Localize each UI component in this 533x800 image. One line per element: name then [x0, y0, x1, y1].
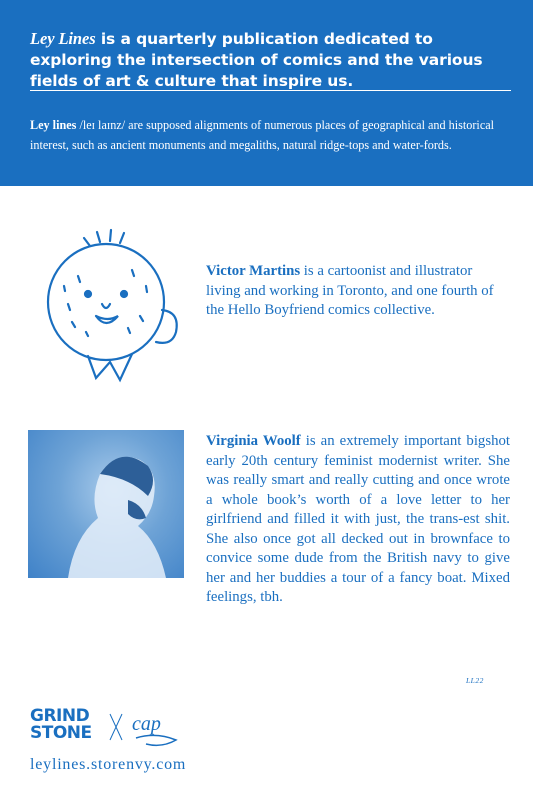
definition-text [30, 115, 511, 155]
divider [30, 90, 511, 91]
bio-victor-martins [206, 262, 510, 321]
intro-text [30, 28, 511, 92]
definition-term: Ley lines [30, 118, 77, 132]
virginia-woolf-photo [28, 430, 184, 578]
bio-name: Virginia Woolf [206, 433, 301, 449]
definition-body: /leɪ laɪnz/ are supposed alignments of numerous places of geographical and historical interest, such as ancient monuments and megaliths, natural ridge-tops and water-fords. [30, 118, 495, 152]
intro-description: is a quarterly publication dedicated to exploring the intersection of comics and the various fields of art & culture that inspire us. [30, 30, 483, 90]
cap-logo [128, 708, 188, 748]
bio-text: is an extremely important bigshot early 20th century feminist modernist writer. She was really smart and really cutting and once wrote a whole book’s worth of a love letter to her girlfriend and filled it with just, the trans-est shit. She also once got all decked out in brownface to convice some dude from the British navy to give her and her buddies a tour of a fancy boat. Mixed feelings, tbh. [206, 433, 511, 605]
logo-line-2: STONE [30, 723, 92, 743]
bio-text: is a cartoonist and illustrator living and working in Toronto, and one fourth of the Hello Boyfriend comics collective. [206, 263, 494, 318]
victor-martins-illustration [28, 224, 198, 394]
bio-virginia-woolf [206, 432, 510, 608]
bio-name: Victor Martins [206, 263, 301, 279]
grindstone-logo [30, 708, 92, 742]
publisher-logos [30, 708, 210, 750]
publication-title: Ley Lines [30, 29, 96, 48]
header-banner [0, 0, 533, 186]
cap-logo-text: cap [132, 713, 161, 735]
x-divider-icon [108, 712, 124, 742]
logo-line-1: GRIND [30, 706, 90, 726]
footer-url-link[interactable]: leylines.storenvy.com [30, 756, 187, 773]
issue-code: LL22 [466, 676, 484, 685]
